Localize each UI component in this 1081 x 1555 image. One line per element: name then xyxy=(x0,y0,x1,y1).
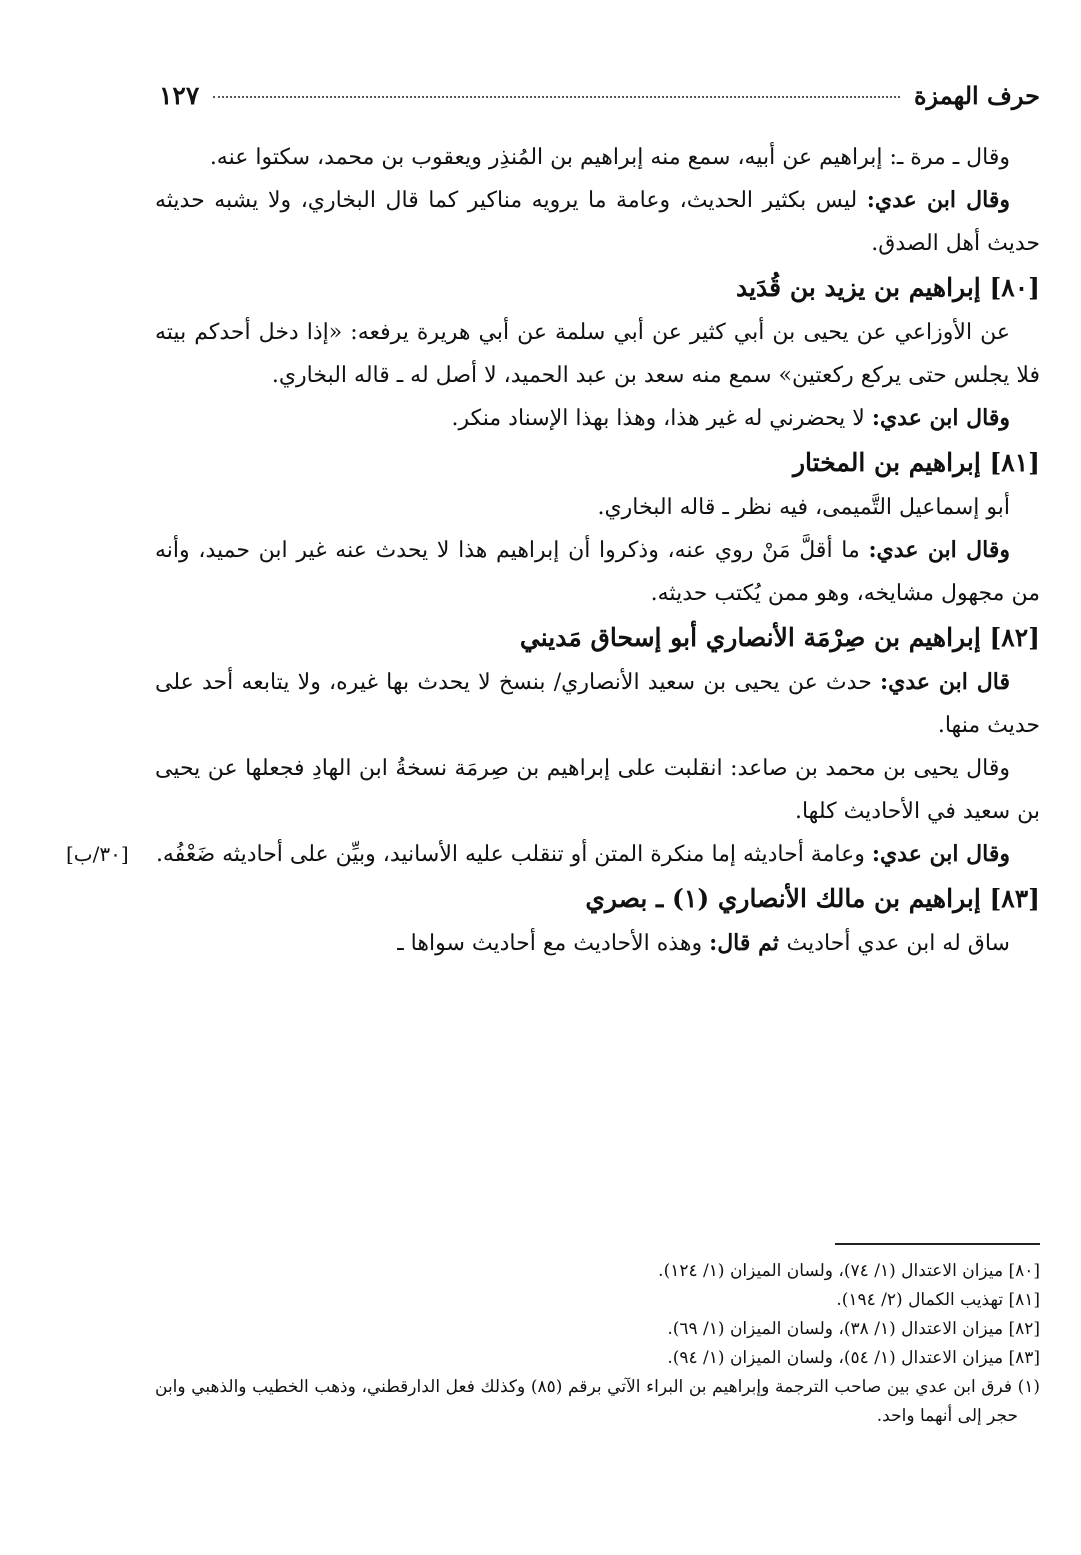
paragraph xyxy=(155,179,1040,265)
paragraph xyxy=(155,833,1040,876)
entry-title-81: [٨١] إبراهيم بن المختار xyxy=(792,448,1040,477)
paragraph: عن الأوزاعي عن يحيى بن أبي كثير عن أبي سلمة عن أبي هريرة يرفعه: «إذا دخل أحدكم بيته فلا يجلس حتى يركع ركعتين» سمع منه سعد بن عبد الحميد، لا أصل له ـ قاله البخاري. xyxy=(155,320,1040,388)
footnote: [٨٠] ميزان الاعتدال (١/ ٧٤)، ولسان الميزان (١/ ١٢٤). xyxy=(658,1261,1040,1281)
header-dotted-rule xyxy=(213,96,900,98)
speaker-lead: وقال ابن عدي: xyxy=(866,187,1010,213)
page-number: ١٢٧ xyxy=(159,80,200,110)
paragraph xyxy=(155,529,1040,615)
speaker-lead: وقال ابن عدي: xyxy=(871,405,1010,431)
paragraph: وقال ـ مرة ـ: إبراهيم عن أبيه، سمع منه إبراهيم بن المُنذِر ويعقوب بن محمد، سكتوا عنه. xyxy=(209,145,1010,170)
footnote-separator xyxy=(835,1243,1040,1245)
speaker-lead: قال ابن عدي: xyxy=(880,669,1010,695)
paragraph-text: وعامة أحاديثه إما منكرة المتن أو تنقلب عليه الأسانيد، وبيِّن على أحاديثه ضَعْفُه. xyxy=(155,842,872,867)
speaker-lead: وقال ابن عدي: xyxy=(871,841,1010,867)
page-header xyxy=(155,70,1040,120)
paragraph: وقال يحيى بن محمد بن صاعد: انقلبت على إبراهيم بن صِرمَة نسخةُ ابن الهادِ فجعلها عن يحيى بن سعيد في الأحاديث كلها. xyxy=(155,756,1040,824)
paragraph-text: ما أقلَّ مَنْ روي عنه، وذكروا أن إبراهيم هذا لا يحدث عنه غير ابن حميد، وأنه من مجهول مشايخه، وهو ممن يُكتب حديثه. xyxy=(155,538,1040,606)
footnote: (١) فرق ابن عدي بين صاحب الترجمة وإبراهيم بن البراء الآتي برقم (٨٥) وكذلك فعل الدارقطني، وذهب الخطيب والذهبي وابن حجر إلى أنهما واحد. xyxy=(155,1377,1041,1426)
paragraph-text: حدث عن يحيى بن سعيد الأنصاري/ بنسخ لا يحدث بها غيره، ولا يتابعه أحد على حديث منها. xyxy=(155,670,1040,738)
speaker-lead: ثم قال: xyxy=(709,930,787,956)
footnote: [٨١] تهذيب الكمال (٢/ ١٩٤). xyxy=(836,1290,1040,1310)
running-title: حرف الهمزة xyxy=(913,80,1040,110)
paragraph-text: ساق له ابن عدي أحاديث xyxy=(786,931,1010,956)
paragraph-text: لا يحضرني له غير هذا، وهذا بهذا الإسناد منكر. xyxy=(451,406,872,431)
paragraph xyxy=(155,661,1040,747)
entry-title-82: [٨٢] إبراهيم بن صِرْمَة الأنصاري أبو إسحاق مَديني xyxy=(519,623,1040,652)
paragraph xyxy=(155,922,1040,965)
footnote: [٨٢] ميزان الاعتدال (١/ ٣٨)، ولسان الميزان (١/ ٦٩). xyxy=(667,1319,1040,1339)
paragraph: أبو إسماعيل التَّميمى، فيه نظر ـ قاله البخاري. xyxy=(597,495,1010,520)
paragraph-text: وهذه الأحاديث مع أحاديث سواها ـ xyxy=(397,931,710,956)
main-text xyxy=(155,136,1040,965)
entry-title-83: [٨٣] إبراهيم بن مالك الأنصاري (١) ـ بصري xyxy=(585,884,1040,913)
speaker-lead: وقال ابن عدي: xyxy=(868,537,1010,563)
paragraph xyxy=(155,397,1040,440)
footnote: [٨٣] ميزان الاعتدال (١/ ٥٤)، ولسان الميزان (١/ ٩٤). xyxy=(667,1348,1040,1368)
margin-folio-note: [٣٠/ب] xyxy=(66,842,129,866)
paragraph-text: ليس بكثير الحديث، وعامة ما يرويه مناكير كما قال البخاري، ولا يشبه حديثه حديث أهل الصدق. xyxy=(155,188,1040,256)
footnotes xyxy=(155,1257,1040,1431)
entry-title-80: [٨٠] إبراهيم بن يزيد بن قُدَيد xyxy=(735,273,1040,302)
